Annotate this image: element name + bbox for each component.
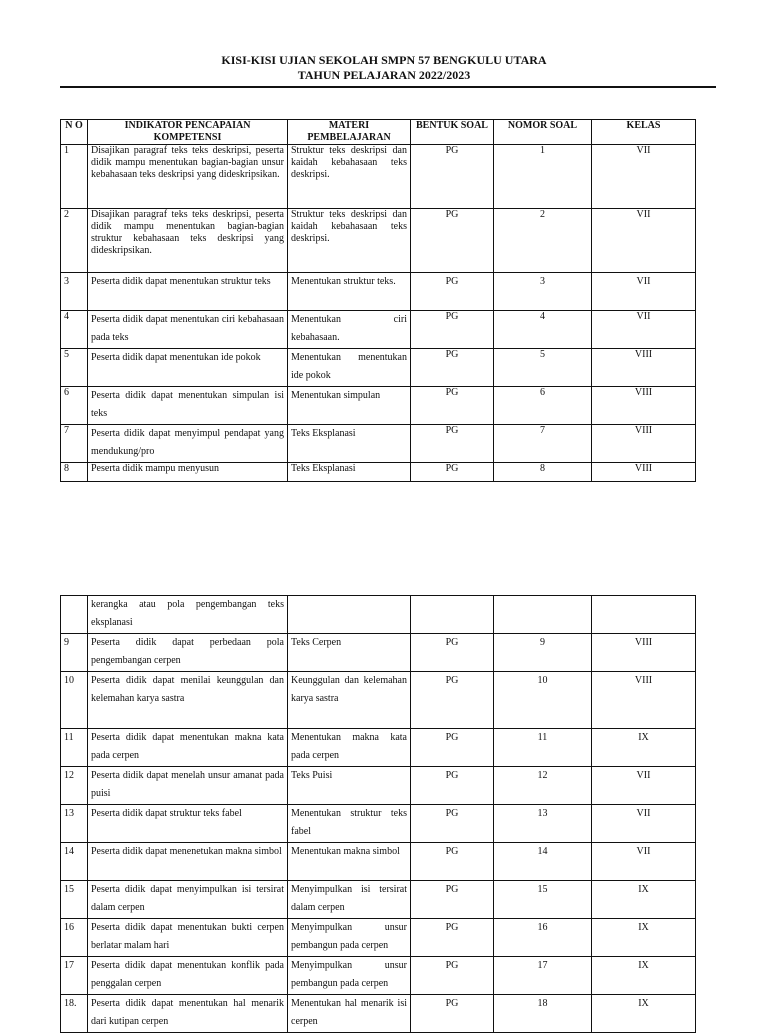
table-row	[61, 596, 696, 634]
cell-no: 17	[61, 957, 88, 995]
cell-indikator: Peserta didik mampu menyusun	[88, 463, 288, 482]
cell-nomor: 5	[494, 349, 592, 387]
cell-bentuk: PG	[411, 957, 494, 995]
cell-indikator: Peserta didik dapat menentukan ide pokok	[88, 349, 288, 387]
header-nomor-soal: NOMOR SOAL	[494, 120, 592, 145]
cell-bentuk: PG	[411, 881, 494, 919]
cell-no: 12	[61, 767, 88, 805]
cell-materi: Teks Eksplanasi	[288, 463, 411, 482]
cell-materi	[288, 596, 411, 634]
cell-bentuk: PG	[411, 311, 494, 349]
cell-materi: Teks Eksplanasi	[288, 425, 411, 463]
cell-materi: Menentukan ciri kebahasaan.	[288, 311, 411, 349]
cell-no: 6	[61, 387, 88, 425]
cell-kelas: VII	[592, 273, 696, 311]
header-divider	[60, 86, 716, 88]
cell-indikator: Peserta didik dapat perbedaan pola pengembangan cerpen	[88, 634, 288, 672]
table-row	[61, 805, 696, 843]
table-row	[61, 995, 696, 1033]
cell-nomor: 7	[494, 425, 592, 463]
cell-materi: Menentukan simpulan	[288, 387, 411, 425]
kisi-kisi-table-page-2	[60, 595, 696, 1033]
header-bentuk-soal: BENTUK SOAL	[411, 120, 494, 145]
cell-materi: Menentukan struktur teks.	[288, 273, 411, 311]
cell-kelas: IX	[592, 919, 696, 957]
cell-no: 10	[61, 672, 88, 729]
cell-indikator: Peserta didik dapat menentukan struktur teks	[88, 273, 288, 311]
cell-indikator: Peserta didik dapat menentukan simpulan isi teks	[88, 387, 288, 425]
cell-no: 11	[61, 729, 88, 767]
table-row	[61, 463, 696, 482]
cell-nomor: 8	[494, 463, 592, 482]
document-subtitle: TAHUN PELAJARAN 2022/2023	[297, 68, 471, 82]
cell-no: 14	[61, 843, 88, 881]
cell-bentuk: PG	[411, 387, 494, 425]
cell-no: 15	[61, 881, 88, 919]
cell-bentuk: PG	[411, 463, 494, 482]
cell-materi: Menentukan struktur teks fabel	[288, 805, 411, 843]
cell-nomor: 2	[494, 209, 592, 273]
cell-bentuk: PG	[411, 634, 494, 672]
cell-indikator: Peserta didik dapat menentukan konflik pada penggalan cerpen	[88, 957, 288, 995]
cell-indikator: Peserta didik dapat menentukan hal menarik dari kutipan cerpen	[88, 995, 288, 1033]
cell-materi: Menyimpulkan unsur pembangun pada cerpen	[288, 919, 411, 957]
cell-materi: Teks Puisi	[288, 767, 411, 805]
table-row	[61, 209, 696, 273]
cell-kelas: VIII	[592, 463, 696, 482]
cell-no: 1	[61, 145, 88, 209]
cell-bentuk: PG	[411, 349, 494, 387]
cell-nomor	[494, 596, 592, 634]
cell-bentuk: PG	[411, 729, 494, 767]
cell-kelas: IX	[592, 995, 696, 1033]
cell-kelas: VII	[592, 145, 696, 209]
cell-nomor: 17	[494, 957, 592, 995]
cell-materi: Menentukan menentukan ide pokok	[288, 349, 411, 387]
document-title: KISI-KISI UJIAN SEKOLAH SMPN 57 BENGKULU UTARA	[221, 53, 547, 67]
cell-indikator: Peserta didik dapat menentukan makna kata pada cerpen	[88, 729, 288, 767]
table-row	[61, 634, 696, 672]
table-row	[61, 767, 696, 805]
table-row	[61, 387, 696, 425]
cell-indikator: Disajikan paragraf teks teks deskripsi, peserta didik mampu menentukan bagian-bagian unsur kebahasaan teks deskripsi yang dideskripsikan.	[88, 145, 288, 209]
table-row	[61, 672, 696, 729]
cell-kelas: VIII	[592, 634, 696, 672]
cell-kelas: IX	[592, 957, 696, 995]
table-row	[61, 843, 696, 881]
cell-no: 4	[61, 311, 88, 349]
table-row	[61, 957, 696, 995]
cell-nomor: 16	[494, 919, 592, 957]
cell-kelas: VIII	[592, 672, 696, 729]
table-row	[61, 881, 696, 919]
cell-kelas: VII	[592, 843, 696, 881]
cell-bentuk: PG	[411, 273, 494, 311]
cell-nomor: 6	[494, 387, 592, 425]
cell-no: 16	[61, 919, 88, 957]
cell-materi: Menyimpulkan isi tersirat dalam cerpen	[288, 881, 411, 919]
cell-materi: Keunggulan dan kelemahan karya sastra	[288, 672, 411, 729]
cell-nomor: 10	[494, 672, 592, 729]
cell-kelas: VIII	[592, 387, 696, 425]
cell-kelas: VII	[592, 805, 696, 843]
cell-no: 3	[61, 273, 88, 311]
table-row	[61, 919, 696, 957]
cell-nomor: 9	[494, 634, 592, 672]
cell-bentuk: PG	[411, 767, 494, 805]
cell-kelas: IX	[592, 881, 696, 919]
cell-indikator: Peserta didik dapat menilai keunggulan dan kelemahan karya sastra	[88, 672, 288, 729]
cell-kelas: VIII	[592, 425, 696, 463]
cell-no: 5	[61, 349, 88, 387]
header-materi: MATERI PEMBELAJARAN	[288, 120, 411, 145]
cell-kelas: VII	[592, 767, 696, 805]
cell-no	[61, 596, 88, 634]
cell-materi: Menentukan hal menarik isi cerpen	[288, 995, 411, 1033]
table-row	[61, 273, 696, 311]
cell-indikator: Peserta didik dapat menyimpulkan isi tersirat dalam cerpen	[88, 881, 288, 919]
cell-materi: Menyimpulkan unsur pembangun pada cerpen	[288, 957, 411, 995]
cell-no: 7	[61, 425, 88, 463]
cell-no: 2	[61, 209, 88, 273]
cell-bentuk: PG	[411, 919, 494, 957]
cell-materi: Struktur teks deskripsi dan kaidah kebahasaan teks deskripsi.	[288, 209, 411, 273]
cell-nomor: 13	[494, 805, 592, 843]
cell-materi: Menentukan makna simbol	[288, 843, 411, 881]
cell-kelas: VII	[592, 311, 696, 349]
cell-no: 13	[61, 805, 88, 843]
cell-indikator: Disajikan paragraf teks teks deskripsi, peserta didik mampu menentukan bagian-bagian struktur kebahasaan teks deskripsi yang dideskripsikan.	[88, 209, 288, 273]
cell-materi: Struktur teks deskripsi dan kaidah kebahasaan teks deskripsi.	[288, 145, 411, 209]
cell-kelas: VIII	[592, 349, 696, 387]
cell-no: 8	[61, 463, 88, 482]
table-row	[61, 349, 696, 387]
cell-kelas: IX	[592, 729, 696, 767]
header-indikator: INDIKATOR PENCAPAIAN KOMPETENSI	[88, 120, 288, 145]
cell-bentuk: PG	[411, 209, 494, 273]
cell-bentuk: PG	[411, 672, 494, 729]
cell-indikator: Peserta didik dapat menentukan bukti cerpen berlatar malam hari	[88, 919, 288, 957]
cell-indikator: Peserta didik dapat menyimpul pendapat yang mendukung/pro	[88, 425, 288, 463]
cell-nomor: 3	[494, 273, 592, 311]
cell-bentuk: PG	[411, 995, 494, 1033]
cell-nomor: 14	[494, 843, 592, 881]
header-kelas: KELAS	[592, 120, 696, 145]
cell-nomor: 18	[494, 995, 592, 1033]
cell-indikator: Peserta didik dapat menelah unsur amanat pada puisi	[88, 767, 288, 805]
cell-nomor: 12	[494, 767, 592, 805]
cell-indikator: Peserta didik dapat menentukan ciri kebahasaan pada teks	[88, 311, 288, 349]
cell-bentuk: PG	[411, 843, 494, 881]
cell-bentuk	[411, 596, 494, 634]
cell-kelas	[592, 596, 696, 634]
cell-no: 18.	[61, 995, 88, 1033]
cell-nomor: 15	[494, 881, 592, 919]
table-row	[61, 311, 696, 349]
cell-nomor: 4	[494, 311, 592, 349]
cell-no: 9	[61, 634, 88, 672]
cell-materi: Teks Cerpen	[288, 634, 411, 672]
cell-nomor: 1	[494, 145, 592, 209]
cell-bentuk: PG	[411, 805, 494, 843]
cell-bentuk: PG	[411, 425, 494, 463]
header-no: N O	[61, 120, 88, 145]
cell-materi: Menentukan makna kata pada cerpen	[288, 729, 411, 767]
kisi-kisi-table-page-1	[60, 119, 696, 482]
table-row	[61, 729, 696, 767]
cell-kelas: VII	[592, 209, 696, 273]
table-row	[61, 425, 696, 463]
cell-indikator: kerangka atau pola pengembangan teks eksplanasi	[88, 596, 288, 634]
cell-bentuk: PG	[411, 145, 494, 209]
table-row	[61, 145, 696, 209]
cell-indikator: Peserta didik dapat menenetukan makna simbol	[88, 843, 288, 881]
cell-nomor: 11	[494, 729, 592, 767]
cell-indikator: Peserta didik dapat struktur teks fabel	[88, 805, 288, 843]
